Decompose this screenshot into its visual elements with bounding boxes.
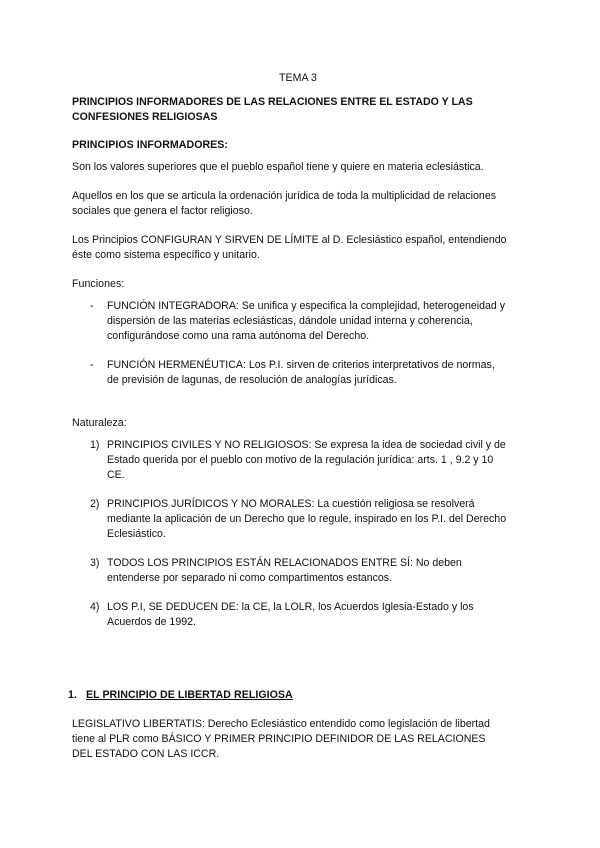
- paragraph-line: LEGISLATIVO LIBERTATIS: Derecho Eclesiástico entendido como legislación de libertad: [72, 718, 490, 730]
- number-marker: 1): [90, 439, 100, 451]
- list-item-line: PRINCIPIOS CIVILES Y NO RELIGIOSOS: Se expresa la idea de sociedad civil y de: [107, 439, 506, 451]
- list-item-line: Eclesiástico.: [107, 528, 166, 540]
- list-item: [107, 600, 537, 630]
- paragraph-4: [72, 717, 532, 762]
- list-item-line: PRINCIPIOS JURÍDICOS Y NO MORALES: La cuestión religiosa se resolverá: [107, 498, 475, 510]
- list-item-line: TODOS LOS PRINCIPIOS ESTÁN RELACIONADOS ENTRE SÍ: No deben: [107, 557, 462, 569]
- paragraph-2: [72, 189, 532, 219]
- list-item: [107, 497, 537, 542]
- paragraph-line: Aquellos en los que se articula la ordenación jurídica de toda la multiplicidad de relaciones: [72, 190, 497, 202]
- paragraph-line: DEL ESTADO CON LAS ICCR.: [72, 748, 220, 760]
- document-title: [72, 95, 532, 125]
- paragraph-line: Los Principios CONFIGURAN Y SIRVEN DE LÍMITE al D. Eclesiástico español, entendiendo: [72, 234, 507, 246]
- list-item-line: configurándose como una rama autónoma del Derecho.: [107, 330, 370, 342]
- list-item-line: LOS P.I, SE DEDUCEN DE: la CE, la LOLR, los Acuerdos Iglesia-Estado y los: [107, 601, 474, 613]
- list-item-line: dispersión de las materias eclesiásticas, dándole unidad interna y coherencia,: [107, 315, 473, 327]
- document-title-line: CONFESIONES RELIGIOSAS: [72, 111, 218, 123]
- bullet-marker: -: [90, 300, 94, 312]
- paragraph-3: [72, 233, 532, 263]
- paragraph-line: Son los valores superiores que el pueblo español tiene y quiere en materia eclesiástica.: [72, 161, 484, 173]
- list-item: [107, 438, 537, 483]
- document-title-line: PRINCIPIOS INFORMADORES DE LAS RELACIONES ENTRE EL ESTADO Y LAS: [72, 96, 473, 108]
- paragraph-line: éste como sistema específico y unitario.: [72, 249, 260, 261]
- list-item-line: entenderse por separado ni como compartimentos estancos.: [107, 572, 393, 584]
- list-item-line: mediante la aplicación de un Derecho que lo regule, inspirado en los P.I. del Derecho: [107, 513, 507, 525]
- list-item-line: FUNCIÓN HERMENÉUTICA: Los P.I. sirven de criterios interpretativos de normas,: [107, 359, 495, 371]
- list-item: [107, 358, 537, 388]
- list-item-line: FUNCIÓN INTEGRADORA: Se unifica y especifica la complejidad, heterogeneidad y: [107, 300, 506, 312]
- tema-label: TEMA 3: [279, 72, 317, 84]
- paragraph-line: tiene al PLR como BÁSICO Y PRIMER PRINCIPIO DEFINIDOR DE LAS RELACIONES: [72, 733, 486, 745]
- naturaleza-label: Naturaleza:: [72, 417, 127, 429]
- list-item: [107, 556, 537, 586]
- list-item-line: de previsión de lagunas, de resolución de analogías jurídicas.: [107, 374, 397, 386]
- number-marker: 4): [90, 601, 100, 613]
- number-marker: 2): [90, 498, 100, 510]
- funciones-label: Funciones:: [72, 278, 125, 290]
- list-item-line: Estado querida por el pueblo con motivo de la regulación jurídica: arts. 1 , 9.2 y 10: [107, 454, 494, 466]
- section-number: 1.: [68, 689, 77, 701]
- number-marker: 3): [90, 557, 100, 569]
- section-heading: EL PRINCIPIO DE LIBERTAD RELIGIOSA: [86, 689, 293, 701]
- paragraph-1: [72, 160, 532, 175]
- list-item-line: CE.: [107, 469, 125, 481]
- list-item: [107, 299, 537, 344]
- bullet-marker: -: [90, 359, 94, 371]
- subtitle: PRINCIPIOS INFORMADORES:: [72, 139, 228, 151]
- list-item-line: Acuerdos de 1992.: [107, 616, 196, 628]
- paragraph-line: sociales que genera el factor religioso.: [72, 205, 253, 217]
